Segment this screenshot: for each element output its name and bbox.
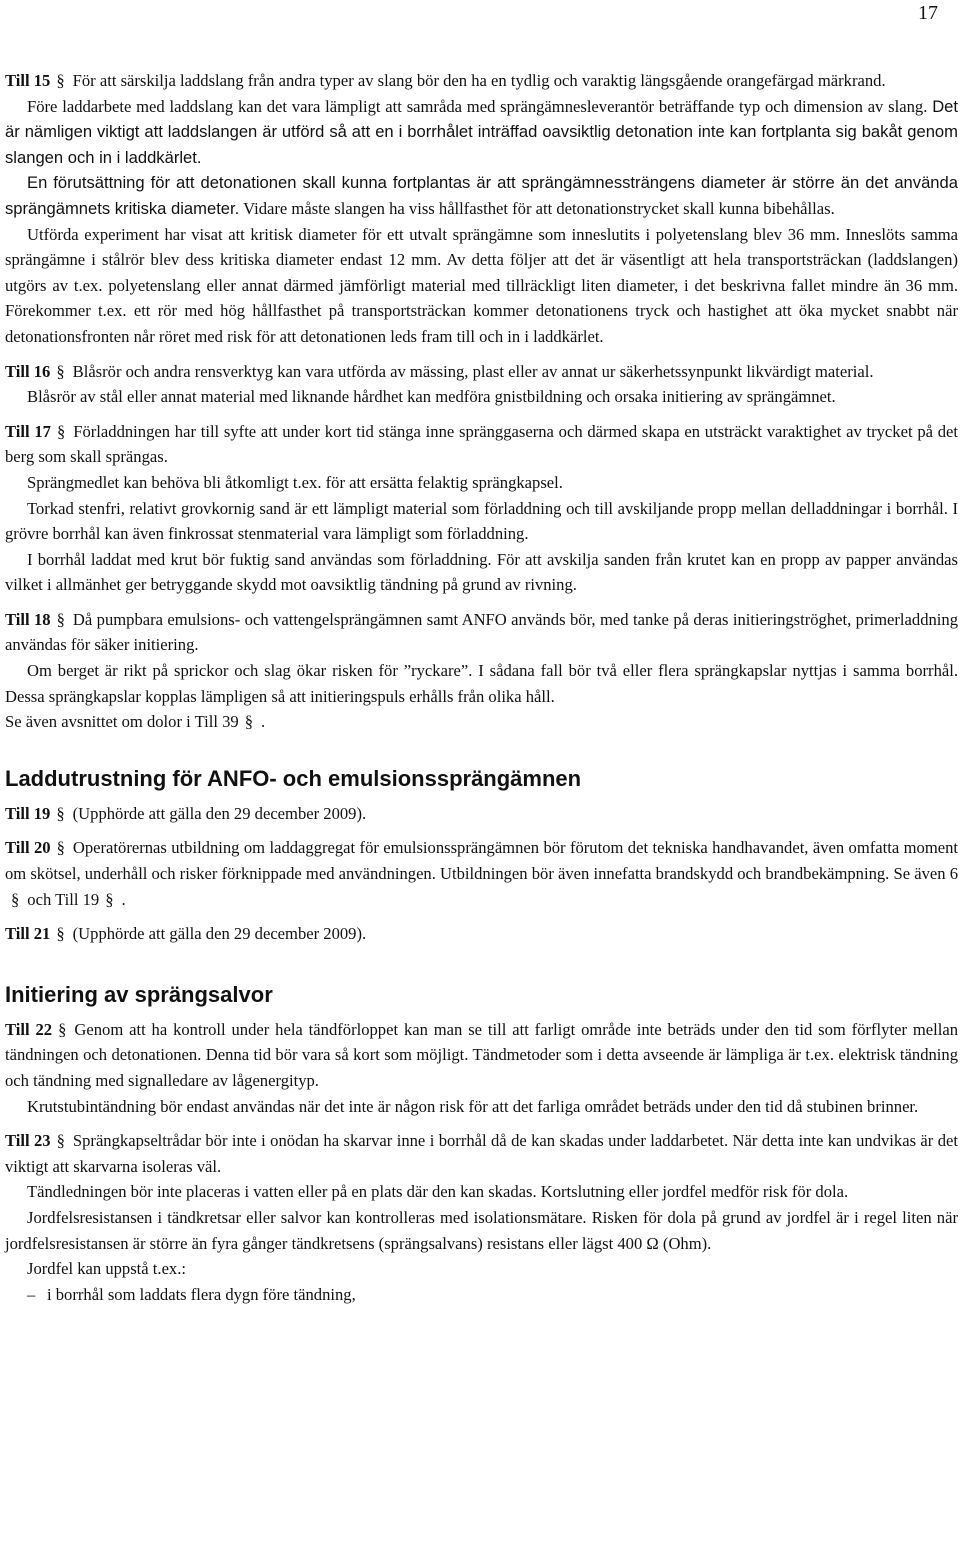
- till-18-text: Då pumpbara emulsions- och vattengelsprängämnen samt ANFO används bör, med tanke på deras initieringströghet, primerladdning användas för säker initiering.: [5, 609, 958, 655]
- till-18-paragraph-3: [5, 709, 958, 735]
- till-18-reference: Se även avsnittet om dolor i Till 39: [5, 712, 239, 732]
- till-17-label: Till 17: [5, 421, 51, 441]
- till-20-paragraph: [5, 835, 958, 912]
- till-20-reference: och Till 19: [27, 889, 100, 909]
- till-15-paragraph: [5, 68, 958, 94]
- till-23-paragraph-4: Jordfel kan uppstå t.ex.:: [27, 1259, 186, 1279]
- section-heading-initiering: Initiering av sprängsalvor: [5, 981, 273, 1007]
- till-18-label: Till 18: [5, 609, 51, 629]
- till-23-label: Till 23: [5, 1131, 51, 1151]
- till-19-paragraph: [5, 801, 958, 827]
- till-23-paragraph-2: Tändledningen bör inte placeras i vatten eller på en plats där den kan skadas. Kortslutning eller jordfel medför risk för dola.: [27, 1182, 849, 1202]
- section-symbol: §: [56, 924, 65, 944]
- section-symbol: §: [56, 803, 65, 823]
- till-18-paragraph-2: Om berget är rikt på sprickor och slag ökar risken för ”ryckare”. I sådana fall bör två eller flera sprängkapslar nyttjas i samma borrhål. Dessa sprängkapslar kopplas lämpligen så att initieringspuls erhålls från olika håll.: [5, 661, 958, 706]
- section-symbol: §: [56, 421, 66, 441]
- till-16-paragraph-2: Blåsrör av stål eller annat material med liknande hårdhet kan medföra gnistbildning och orsaka initiering av sprängämnet.: [27, 387, 836, 407]
- list-item: [27, 1282, 958, 1308]
- till-15-text-3b: Vidare måste slangen ha viss hållfasthet för att detonationstrycket skall kunna bibehållas.: [243, 198, 835, 218]
- till-17-text: Förladdningen har till syfte att under kort tid stänga inne spränggaserna och därmed skapa en utsträckt varaktighet av trycket på det berg som skall sprängas.: [5, 421, 959, 467]
- omega-symbol: Ω: [646, 1233, 659, 1253]
- till-15-paragraph-2: [5, 94, 958, 171]
- period: .: [121, 889, 126, 909]
- till-15-label: Till 15: [5, 71, 51, 90]
- list-item-text: i borrhål som laddats flera dygn före tändning,: [47, 1284, 356, 1304]
- dash-bullet: –: [27, 1284, 36, 1304]
- section-symbol: §: [56, 361, 65, 381]
- till-15-paragraph-3: [5, 170, 958, 221]
- till-22-text: Genom att ha kontroll under hela tändförloppet kan man se till att farligt område inte beträds under den tid som förflyter mellan tändningen och detonationen. Denna tid bör vara så kort som möjligt. Tändmetoder som i detta avseende är lämpliga är t.ex. elektrisk tändning och tändning med signalledare av lågenergityp.: [5, 1019, 958, 1090]
- till-18-paragraph: [5, 607, 958, 658]
- till-15-text-2b: Det är nämligen viktigt att laddslangen är utförd så att en i borrhålet inträffad oavsiktlig detonation inte kan fortplanta sig bakåt genom slangen och in i laddkärlet.: [5, 96, 959, 167]
- till-19-label: Till 19: [5, 803, 51, 823]
- section-symbol: §: [244, 712, 253, 732]
- till-15-text-3a: En förutsättning för att detonationen skall kunna fortplantas är att sprängämnessträngens diameter är större än det använda sprängämnets kritiska diameter.: [5, 173, 958, 218]
- till-15-paragraph-4: Utförda experiment har visat att kritisk diameter för ett utvalt sprängämne som inneslutits i polyetenslang blev 36 mm. Inneslöts samma sprängämne i stålrör blev dess kritiska diameter endast 12 mm. Av detta följer att det är väsentligt att hela transportsträckan (laddslangen) utgörs av t.ex. polyetenslang eller annat därmed jämförligt material med tillräckligt liten diameter, i det beskrivna fallet mindre än 36 mm. Förekommer t.ex. ett rör med hög hållfasthet på transportsträckan kommer detonationens tryck och hastighet att öka mycket snabbt när detonationsfronten når röret med risk för att detonationen leds fram till och in i laddkärlet.: [5, 224, 958, 346]
- till-16-paragraph: [5, 359, 958, 385]
- section-symbol: §: [56, 71, 65, 90]
- document-body: [5, 68, 958, 1307]
- section-symbol: §: [56, 1131, 65, 1151]
- till-16-label: Till 16: [5, 361, 51, 381]
- till-23-paragraph: [5, 1128, 958, 1179]
- page-number: 17: [918, 2, 938, 24]
- section-symbol: §: [58, 1019, 67, 1039]
- till-15-text: För att särskilja laddslang från andra typer av slang bör den ha en tydlig och varaktig längsgående orangefärgad märkrand.: [72, 71, 886, 90]
- section-symbol: §: [56, 609, 65, 629]
- till-17-paragraph-3: Torkad stenfri, relativt grovkornig sand är ett lämpligt material som förladdning och till avskiljande propp mellan delladdningar i borrhål. I grövre borrhål kan även finkrossat stenmaterial vara lämpligt som förladdning.: [5, 498, 958, 544]
- till-20-text: Operatörernas utbildning om laddaggregat för emulsionssprängämnen bör förutom det tekniska handhavandet, även omfatta moment om skötsel, underhåll och risker förknippade med användningen. Utbildningen bör även innefatta brandskydd och brandbekämpning. Se även 6: [5, 838, 959, 884]
- till-17-paragraph: [5, 419, 958, 470]
- till-23-text-3b: (Ohm).: [662, 1233, 712, 1253]
- section-symbol: §: [56, 838, 65, 858]
- till-17-paragraph-4: I borrhål laddat med krut bör fuktig sand användas som förladdning. För att avskilja sanden från krutet kan en propp av papper användas vilket i allmänhet ger betryggande skydd mot oavsiktlig tändning på grund av rivning.: [5, 549, 958, 595]
- till-23-text-3a: Jordfelsresistansen i tändkretsar eller salvor kan kontrolleras med isolationsmätare. Risken för dola på grund av jordfel är i regel liten när jordfelsresistansen är större än fyra gånger tändkretsens (sprängsalvans) resistans eller lägst 400: [5, 1207, 958, 1253]
- section-heading-laddutrustning: Laddutrustning för ANFO- och emulsionssprängämnen: [5, 765, 582, 791]
- till-19-text: (Upphörde att gälla den 29 december 2009).: [72, 803, 367, 823]
- till-21-label: Till 21: [5, 924, 51, 944]
- till-16-text: Blåsrör och andra rensverktyg kan vara utförda av mässing, plast eller av annat ur säkerhetssynpunkt likvärdigt material.: [72, 361, 874, 381]
- till-23-text: Sprängkapseltrådar bör inte i onödan ha skarvar inne i borrhål då de kan skadas under laddarbetet. När detta inte kan undvikas är det viktigt att skarvarna isoleras väl.: [5, 1131, 958, 1176]
- till-22-paragraph: [5, 1017, 958, 1094]
- till-20-label: Till 20: [5, 838, 51, 858]
- period: .: [261, 712, 266, 732]
- section-symbol: §: [11, 889, 20, 909]
- till-22-label: Till 22: [5, 1019, 53, 1039]
- till-22-paragraph-2: Krutstubintändning bör endast användas när det inte är någon risk för att det farliga området beträds under den tid då stubinen brinner.: [27, 1096, 919, 1116]
- till-21-paragraph: [5, 921, 958, 947]
- till-17-paragraph-2: Sprängmedlet kan behöva bli åtkomligt t.ex. för att ersätta felaktig sprängkapsel.: [27, 472, 563, 492]
- till-21-text: (Upphörde att gälla den 29 december 2009).: [72, 924, 367, 944]
- till-15-text-2a: Före laddarbete med laddslang kan det vara lämpligt att samråda med sprängämnesleverantör beträffande typ och dimension av slang.: [27, 96, 928, 116]
- section-symbol: §: [105, 889, 114, 909]
- till-23-paragraph-3: [5, 1205, 958, 1256]
